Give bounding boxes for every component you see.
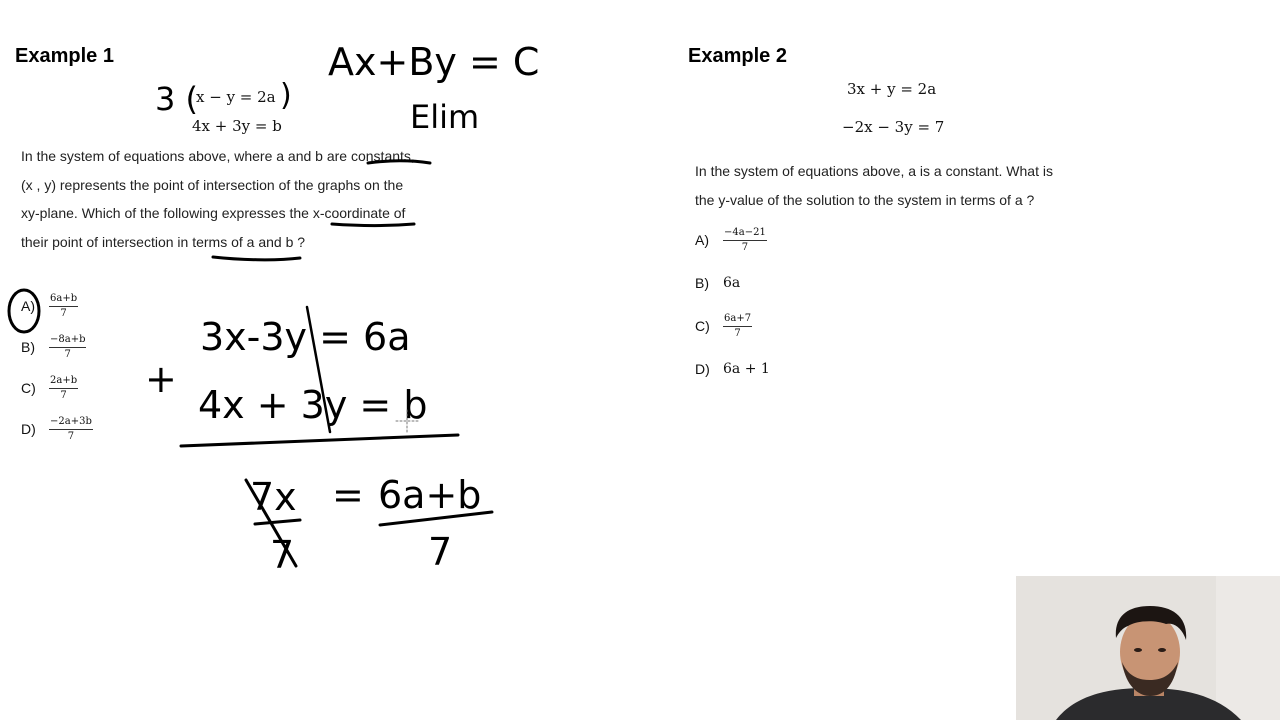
example1-choices (21, 291, 141, 444)
handwritten-elim-note: Elim (410, 98, 480, 136)
fraction-numerator: 6a+b (49, 293, 78, 307)
choice-fraction (49, 375, 78, 402)
sum-line (181, 435, 458, 446)
example2-prompt-line: the y-value of the solution to the system in terms of a ? (695, 191, 1035, 208)
choice-letter: D) (21, 421, 36, 437)
example1-prompt-line: their point of intersection in terms of a and b ? (21, 233, 306, 250)
cancel-slash (246, 480, 296, 566)
fraction-numerator: 6a+7 (723, 313, 752, 327)
choice-fraction (49, 416, 93, 443)
fraction-numerator: 2a+b (49, 375, 78, 389)
example2-choices (695, 225, 845, 384)
example2-equation-1: 3x + y = 2a (847, 80, 937, 98)
choice-fraction (49, 293, 78, 320)
example2-choice-a[interactable] (695, 225, 845, 255)
cancel-y-line (307, 307, 330, 432)
choice-letter: B) (21, 339, 35, 355)
choice-letter: C) (695, 318, 710, 334)
example1-choice-b[interactable] (21, 332, 141, 362)
fraction-denominator: 7 (734, 327, 741, 339)
choice-fraction (49, 334, 86, 361)
handwritten-work-line-1: 3x-3y = 6a (200, 315, 411, 359)
example1-prompt-line: In the system of equations above, where a and b are constants, (21, 148, 415, 164)
handwritten-result-denominator: 7 (428, 530, 453, 574)
fraction-denominator: 7 (60, 389, 67, 401)
choice-letter: D) (695, 361, 710, 377)
cursor-crosshair-icon (396, 410, 418, 432)
example1-prompt-line: xy-plane. Which of the following expresses the x-coordinate of (21, 205, 406, 221)
fraction-numerator: −2a+3b (49, 416, 93, 430)
handwritten-work-line-2: 4x + 3y = b (198, 383, 428, 427)
handwritten-equals: = (332, 473, 364, 517)
fraction-numerator: −8a+b (49, 334, 86, 348)
choice-expression: 6a + 1 (723, 361, 770, 377)
handwritten-result-left: 7x (250, 475, 297, 519)
presenter-video-icon (1016, 576, 1280, 720)
handwritten-left-denominator: 7 (270, 533, 295, 577)
presenter-webcam (1016, 576, 1280, 720)
example1-equation-1: x − y = 2a (196, 88, 276, 106)
choice-letter: C) (21, 380, 36, 396)
example1-prompt (21, 142, 451, 256)
handwritten-plus-sign: + (145, 357, 177, 401)
example1-choice-c[interactable] (21, 373, 141, 403)
choice-letter: A) (21, 298, 35, 314)
handwritten-close-paren: ) (280, 78, 292, 113)
left-fraction-bar (255, 520, 300, 524)
example2-heading: Example 2 (688, 45, 787, 67)
example1-prompt-line: (x , y) represents the point of intersection of the graphs on the (21, 176, 404, 193)
example2-choice-d[interactable] (695, 354, 845, 384)
example2-equation-2: −2x − 3y = 7 (842, 118, 945, 136)
fraction-denominator: 7 (741, 241, 749, 253)
example2-choice-b[interactable] (695, 268, 845, 298)
fraction-denominator: 7 (60, 307, 67, 319)
choice-expression: 6a (723, 275, 741, 291)
choice-letter: A) (695, 232, 709, 248)
fraction-denominator: 7 (64, 348, 71, 360)
fraction-numerator: −4a−21 (723, 227, 767, 241)
example2-choice-c[interactable] (695, 311, 845, 341)
example1-choice-d[interactable] (21, 414, 141, 444)
choice-fraction (723, 313, 752, 340)
underline-terms (213, 257, 300, 260)
example2-prompt (695, 157, 1115, 214)
handwritten-result-numerator: 6a+b (378, 473, 482, 517)
choice-fraction (723, 227, 767, 254)
fraction-denominator: 7 (67, 430, 75, 442)
handwritten-standard-form: Ax+By = C (328, 40, 540, 84)
example1-equation-2: 4x + 3y = b (192, 117, 282, 135)
example1-heading: Example 1 (15, 45, 114, 67)
result-fraction-bar (380, 512, 492, 525)
example2-prompt-line: In the system of equations above, a is a constant. What is (695, 163, 1053, 179)
handwritten-multiplier: 3 ( (155, 80, 199, 118)
example1-choice-a[interactable] (21, 291, 141, 321)
choice-letter: B) (695, 275, 709, 291)
